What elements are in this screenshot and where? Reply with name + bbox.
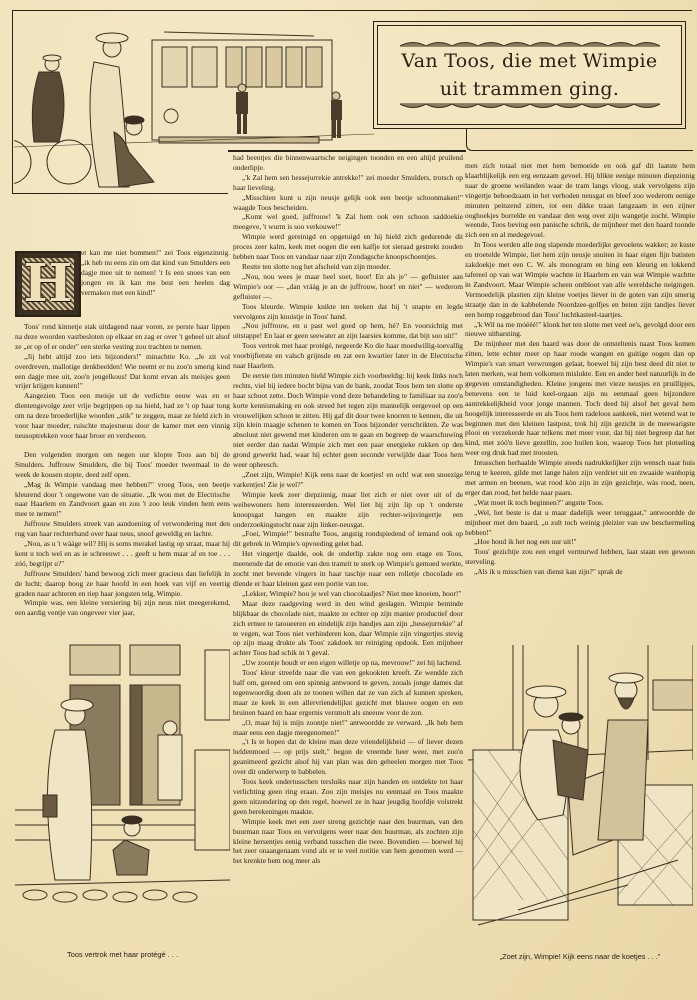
- column-3: [465, 161, 695, 577]
- paragraph: Intusschen herhaalde Wimpie steeds nadrukkelijker zijn wensch naar huis terug te keeren, gilde met lange halen zijn verdriet uit en zwaaide wanhopig met armen en beenen, wat rood kòn zijn in zijn gezichtje, wàs rood, neen, erger dan rood, het helde naar paars.: [465, 458, 695, 497]
- toos-leaving-house-illustration: [15, 640, 230, 940]
- paragraph: „Uw zoontje houdt er een eigen willetje op na, mevrouw!" zei hij lachend.: [242, 658, 462, 668]
- paragraph: „Komt wel goed, juffrouw! 'k Zal hem ook een schoon saddoekie meegeve, 't wurm is soo verkouwe!": [233, 212, 463, 232]
- paragraph: „'t Is te hopen dat de kleine man deze vriendelijkheid — of liever dezen heldenmoed — op prijs stelt," begon de vreemde heer weer, met zoo'n geanimeerd gezicht alsof hij van plan was den geheelen morgen met Toos over dit onderwerp te babbelen.: [233, 737, 463, 777]
- paragraph: „O, maar hij is mijn zoontje niet!" antwoordde ze verward. „Ik heb hem maar eens een dagje meegenomen!": [233, 717, 463, 737]
- tram-interior-illustration: [468, 640, 693, 930]
- article-title-box: [377, 25, 682, 125]
- paragraph: Maar deze raadgeving werd in den wind geslagen. Wimpie beminde blijkbaar de chocolade niet, maakte ze echter op zijn manier productief door zich ermee te tatoueeren en eindelijk zijn handjes aan zijn „hessejurrekie" af te vegen, wat Toos niet verhinderen kon, daar Wimpie zijn vingertjes stevig op zijn maag drukte als Toos' zakdoek ter reiniging opdook. Een mijnheer achter Toos had schik in 't geval.: [233, 598, 463, 658]
- header-frame-corner: [466, 128, 693, 151]
- paragraph: „Nou, nou wees je maar heel soet, hoor! En als je" — gefluister aan Wimpie's oor — „dan vráág je an de juffrouw, hoor! en niet" — wederom gefluister —.: [233, 271, 463, 301]
- paragraph: „Als ik u misschien van dienst kan zijn?" sprak de: [474, 567, 623, 577]
- paragraph: De mijnheer met den baard was door de ontsteltenis naast Toos komen zitten, lette echter meer op haar roode wangen en guitige oogen dan op Wimpie's van smart verwrongen gelaat, hoewel hij zijn best deed dit niet te laten merken, wat hem volkomen mislukte. Een en ander heel natuurlijk in de gegeven omstandigheden. Kleine jongens met vieze neusjes en pruillipjes, benevens een te luid keel-orgaan zijn nu eenmaal geen bijzondere aantrekkelijkheid voor jonge mannen. Toch deed hij alsof het geval hem hoogelijk interesseerde en als Toos hem radeloos aankeek, niet wetend wat te beginnen met den kleinen lastpost, trok hij zijn gezicht in de meewarigste plooi en verzekerde haar telkens met meer vuur, dat hij niet begreep dat het kind, met zóó'n lieve gezellin, zoo huilen kon, waarop Toos het plotseling weer erg druk had met troosten.: [465, 339, 695, 458]
- paragraph: „Foei, Wimpie!" bestrafte Toos, angstig rondspiedend of iemand ook op dit gebrek in Wimpie's opvoeding gelet had.: [233, 529, 463, 549]
- paragraph: „Misschien kunt u zijn neusje gelijk ook een beetje schoonmaken!" waagde Toos bescheiden.: [233, 192, 463, 212]
- paragraph: In Toos werden alle nog slapende moederlijke gevoelens wakker; ze kuste en troetelde Wimpie, liet hem zijn neusje snuiten in haar eigen fijn batisten zakdoekje met een C. W. als monogram en hing een kleurig en lokkend tafereel op van wat Wimpie wachtte in Haarlem en van wat Wimpie wachtte in Zandvoort. Maar Wimpie scheen ontbloot van alle wereldsche neigingen. Vermoedelijk plastten zijn kleine voetjes liever in de goten van zijn smerig straatje dan in de kabbelende Noordzee-golfjes en beten zijn tandjes liever een homp roggebrood dan Toos' luchtkasteel-taartjes.: [465, 240, 695, 319]
- paragraph: „Nou, as u 't wááge wil? Hij is soms merakel lastig op straat, maar hij kent u toch wel en as ie schreeuwt . . . geeft u hem maar af en toe . . . zóó, begrijpt u?": [15, 539, 230, 568]
- column-divider-line: [228, 150, 466, 152]
- dropcap-letter: H: [23, 253, 73, 314]
- paragraph: Wimpie werd gereinigd en opgetuigd en hij hield zich gedurende dit proces zeer kalm, keek met oogen die een kalfje tot sieraad gestrekt zouden hebben naar Toos en vandaar naar zijn Zondagsche knoopschoentjes.: [233, 232, 463, 262]
- caption-left-illustration: Toos vertrok met haar protégé . . .: [67, 950, 178, 959]
- paragraph: Toos keek ondertusschen tersluiks naar zijn handen en ontdekte tot haar verlichting geen ring eraan. Zoo zijn meisjes nu eenmaal en Toos maakte geen uitzondering op den regel, hoewel ze in haar jeugdig hoofdje volstrekt geen berekeningen maakte.: [233, 777, 463, 816]
- paragraph: Toos kleurde. Wimpie knikte ten teeken dat hij 't snapte en legde vervolgens zijn knuistje in Toos' hand.: [233, 301, 463, 321]
- paragraph: Wimpie keek zeer diepzinnig, maar liet zich er niet over uit of de weibewoners hem interesseerden. Wel liet hij zijn lip op 't onderste knoopsgat hangen en maakte zijn rechter-wijsvingertje een onderzoekingstocht naar zijn linker-neusgat.: [233, 489, 463, 529]
- paragraph: „Mag ik Wimpie vandaag mee hebben?" vroeg Toos, een beetje kleurend door 't ongewone van de situatie. „Ik wou met de Electrische naar Haarlem en Zandvoort gaan en zou 't zoo leuk vinden hem eens mee te nemen!": [15, 479, 230, 519]
- paragraph: „Wat moet ik toch beginnen?" angstte Toos.: [474, 497, 604, 507]
- paragraph: Juffrouw Smulders streek van aandoening of verwondering met den rug van haar rechterhand over haar neus, snoof geweldig en lachte.: [15, 519, 230, 539]
- paragraph: „Wel, het beste is dat u maar dadelijk weer teruggaat," antwoordde de mijnheer met den baard, „u zult toch weinig pleizier van uw beschermeling hebben!": [465, 507, 695, 537]
- paragraph: „Zoet zijn, Wimpie! Kijk eens naar de koetjes! en och! wat een snoezige varkentjes! Zie je wel?": [233, 470, 463, 489]
- paragraph: „Lekker, Wimpie? hou je wel van chocolaadjes? Niet mee knoeien, hoor!": [242, 588, 462, 598]
- paragraph: had beentjes die binnenwaartsche neigingen toonden en een altijd pruilend onderlipje.: [233, 153, 463, 172]
- paragraph: Wimpie was, een kleine versiering bij zijn neus niet meegerekend, een aardig ventje van ongeveer vier jaar,: [15, 598, 230, 618]
- paragraph: Aangezien Toos een meisje uit de verlichte eeuw was en er dientengevolge zeer vrije begrippen op na hield, had ze 't op haar tong om na deze broederlijke woorden „stik" te zeggen, maar ze hield zich in voor haar moeder, ruischte majestueus door de kamer met een vinnig neusoptrekken voor haar broer en verdween.: [15, 391, 230, 440]
- title-ornament-bottom: [400, 103, 660, 111]
- column-2: [233, 153, 463, 866]
- column-1-intro: [81, 248, 230, 298]
- paragraph: Toos vertrok met haar protégé, negeerde Ko die haar moedwillig-toevallig voorbijfietste en valsch grijnsde en zat een kwartier later in de Electrische naar Haarlem.: [233, 341, 463, 371]
- paragraph: men zich totaal niet met hem bemoeide en ook gaf dit laatste hem klaarblijkelijk een erg eenzaam gevoel. Hij blikte eenige minuten diepzinnig naar de groene weilanden waar de tram langs vloog, stak vervolgens zijn vingertje behoedzaam in het verboden neusgat en bleef zoo wederom eenige minuten peinzend zitten, tot een dikke traan langzaam in een zijner ooghoekjes borrelde en vandaar den weg over zijn wangetje zocht. Wimpie weende, Toos beving een panische schrik, de mijnheer met den baard toonde zich een en al medegevoel.: [465, 161, 695, 240]
- paragraph: et kan me niet bommen!" zei Toos eigenzinnig. „ik heb nu eens zin om dat kind van Smulders een dagje mee uit te nemen! 't Is een snoes van een jongen en ik kan me best een heelen dag vermaken met een kind!": [81, 248, 230, 297]
- paragraph: „'k Wil na me móééé!" klonk het ten slotte met veel oe's, gevolgd door een nieuwe uitbarsting.: [465, 319, 695, 339]
- article-title-line1: Van Toos, die met Wimpie: [401, 50, 658, 72]
- dropcap-ornament: [15, 251, 81, 317]
- paragraph: „Hoe houd ik het nog een uur uit!": [474, 537, 577, 547]
- article-title-line2: uit trammen ging.: [439, 78, 620, 100]
- paragraph: „'k Zal hem sen hessejurrekie antrekke!" zei moeder Smulders, trotsch op haar lieveling.: [233, 172, 463, 192]
- paragraph: „Jij hebt altijd zoo iets bijzonders!" minachtte Ko. „Je zit vol overdreven, mallotige denkbeelden! Wie neemt er nu zoo'n smerig kind een dagje mee uit, zoo'n jengelkous! Dat komt ervan als meisjes geen vrijer krijgen kunnen!": [15, 351, 230, 391]
- column-1: [15, 322, 230, 618]
- paragraph: Toos' kleur streefde naar die van een gekookten kreeft. Ze wendde zich half om, gereed om een spinnig antwoord te geven, zooals jonge dames dat tegenwoordig doen als ze toonen willen dat ze van zich af kunnen spreken, maar ze keek in een allervriendelijkst gezicht met blauwe oogen en een bruinen baard en haar ergernis versmolt als sneeuw voor de zon.: [233, 668, 463, 717]
- paragraph: Juffrouw Smulders' hand bewoog zich meer gracieus dan liefelijk in de lucht; daarop boog ze haar hoofd in een hoek van vijf en veertig graden naar achteren en riep haar jongsten telg, Wimpie.: [15, 568, 230, 598]
- paragraph: Toos' gezichtje zou een engel vermurwd hebben, laat staan een gewoon sterveling.: [465, 547, 695, 567]
- paragraph: Toos' rond kinnetje stak uitdagend naar voren, ze perste haar lippen na deze woorden vastbesloten op elkaar en zag er over 't geheel uit alsof ze „er op of er onder" een sterke vesting zou trachten te nemen.: [15, 322, 230, 351]
- paragraph: Het vingertje daalde, ook de onderlip zakte nog een etage en Toos, meenende dat de emotie van den tramrit te sterk op Wimpie's gemoed werkte, zocht met bevende vingers in haar taschje naar een rolletje chocolade en diende er haar kleinen gast een portie van toe.: [233, 549, 463, 588]
- paragraph: Restte ten slotte nog het afscheid van zijn moeder.: [242, 261, 391, 271]
- paragraph: Wimpie keek met een zeer streng gezichtje naar den buurman, van den buurman naar Toos en vervolgens weer naar den buurman, als zochten zijn kleine hersentjes eenig verband tusschen die twee. Bovendien — hoewel hij het zeer onaangenaam vond als er te veel notitie van hem genomen werd — het krenkte hem nog meer als: [233, 816, 463, 866]
- caption-right-illustration: „Zoet zijn, Wimpie! Kijk eens naar de koetjes . . .": [499, 952, 661, 961]
- paragraph: Den volgenden morgen om negen uur klopte Toos aan bij de Smulders. Juffrouw Smulders, die bij Toos' moeder tweemaal in de week de kousen stopte, deed zelf open.: [15, 449, 230, 479]
- title-ornament-top: [400, 39, 660, 47]
- paragraph: De eerste tien minuten hield Wimpie zich voorbeeldig: hij keek links noch rechts, viel bij iedere bocht bijna van de bank, zoodat Toos hem ten slotte op haar schoot zette. Doch Wimpie vond deze behandeling te familiaar na zoo'n korte kennismaking en ook streed het tegen zijn mannelijk eergevoel op een vrouwelijken schoot te zitten. Hij gaf dit door twee knorren te kennen, die uit zijn klein maagje schenen te komen en Toos bijzonder verschrikten. Ze was absoluut niet gewend met kinderen om te gaan en begreep de waarschuwing niet eerder dan nadat Wimpie zich met een paar energieke rukken op den grond gewerkt had, waar hij echter geen seconde verwijlde daar Toos hem weer opheesch.: [233, 370, 463, 470]
- paragraph: „Nou juffrouw, en u past wel goed op hem, hè? En voorsichtig met uitstappe! En laat er geen seewater an zijn laarsies komme, dat bijt soo uit!": [233, 321, 463, 341]
